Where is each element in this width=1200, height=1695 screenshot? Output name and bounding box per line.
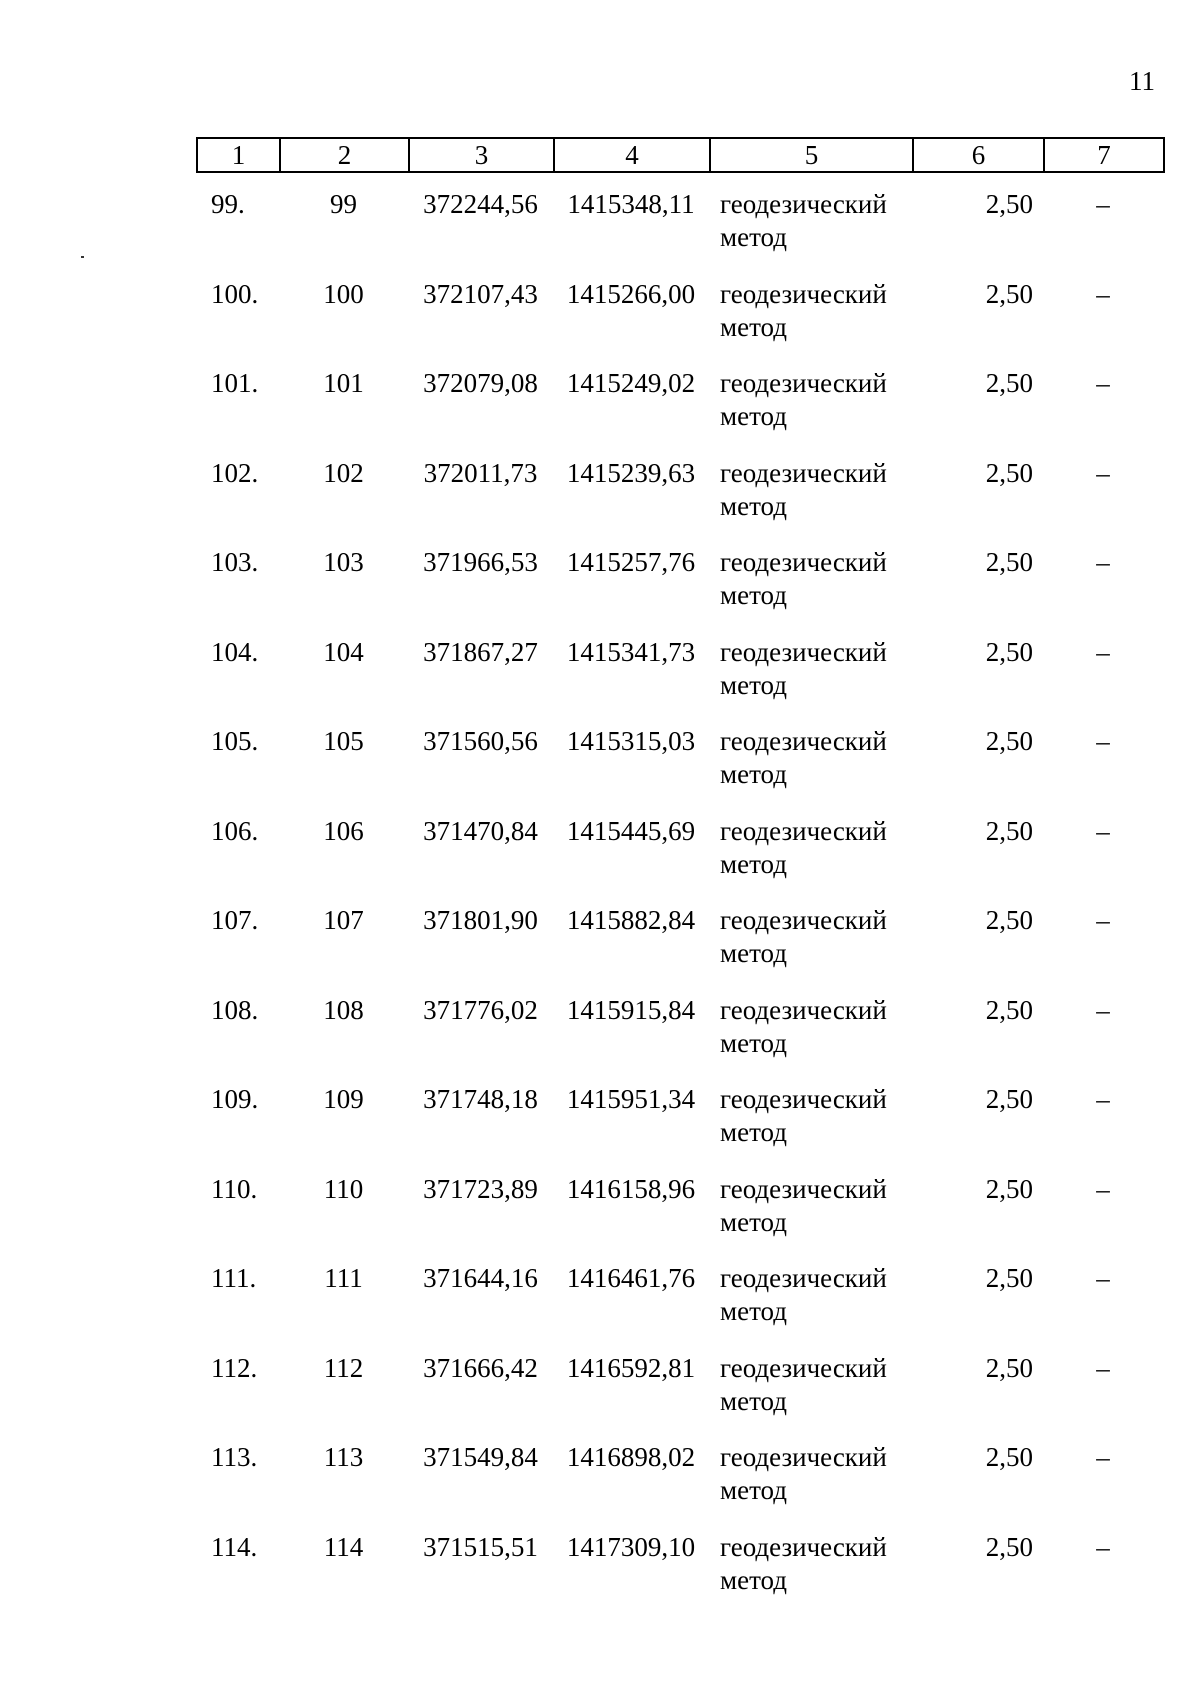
method-line-2: метод [720, 490, 787, 521]
point-number: 104 [323, 636, 364, 667]
note: – [1096, 1352, 1110, 1383]
accuracy: 2,50 [985, 1173, 1033, 1204]
coordinate-y: 1415315,03 [566, 726, 696, 756]
point-number: 105 [323, 726, 364, 756]
coordinate-x: 371515,51 [423, 1531, 538, 1562]
note: – [1096, 189, 1110, 219]
table-row [196, 546, 1163, 636]
page-number: 11 [1129, 66, 1155, 96]
coordinate-x: 372107,43 [423, 278, 538, 309]
table-row [196, 1441, 1163, 1531]
point-number: 101 [323, 368, 364, 398]
method [709, 815, 912, 905]
point-number: 100 [323, 278, 364, 309]
method-line-2: метод [720, 1296, 787, 1326]
accuracy: 2,50 [985, 189, 1033, 219]
header-row [197, 138, 1164, 172]
method-line-2: метод [720, 1206, 787, 1237]
table-row [196, 188, 1163, 278]
table-row [196, 636, 1163, 726]
note: – [1096, 368, 1110, 398]
table-row [196, 278, 1163, 368]
header-col-3: 3 [409, 138, 554, 172]
method [709, 1352, 912, 1442]
method-line-2: метод [720, 401, 787, 431]
table-row [196, 1083, 1163, 1173]
coordinate-x: 371666,42 [423, 1352, 538, 1383]
coordinate-x: 371723,89 [423, 1173, 538, 1204]
accuracy: 2,50 [985, 368, 1033, 398]
coordinate-y: 1416158,96 [566, 1173, 696, 1204]
point-number: 108 [323, 994, 364, 1025]
row-number: 99. [211, 189, 245, 219]
note: – [1096, 905, 1110, 935]
coordinate-y: 1415239,63 [566, 457, 696, 488]
coordinate-x: 372244,56 [423, 189, 538, 219]
method-line-1: геодезический [720, 994, 887, 1025]
table-row [196, 725, 1163, 815]
table-row [196, 904, 1163, 994]
header-col-4: 4 [554, 138, 710, 172]
coordinate-x: 371644,16 [423, 1263, 538, 1293]
method [709, 1531, 912, 1621]
table-row [196, 367, 1163, 457]
note: – [1096, 1531, 1110, 1562]
coordinate-y: 1416461,76 [566, 1263, 696, 1293]
accuracy: 2,50 [985, 1531, 1033, 1562]
method-line-1: геодезический [720, 815, 887, 846]
coordinate-y: 1415348,11 [567, 189, 695, 219]
table-row [196, 994, 1163, 1084]
note: – [1096, 457, 1110, 488]
row-number: 103. [211, 547, 259, 577]
coordinate-x: 371549,84 [423, 1442, 538, 1472]
method-line-2: метод [720, 1385, 787, 1416]
point-number: 111 [324, 1263, 363, 1293]
method-line-2: метод [720, 311, 787, 342]
note: – [1096, 278, 1110, 309]
method [709, 1441, 912, 1531]
method [709, 188, 912, 278]
method [709, 546, 912, 636]
method-line-1: геодезический [720, 726, 887, 756]
row-number: 100. [211, 278, 259, 309]
method-line-2: метод [720, 222, 787, 252]
method-line-1: геодезический [720, 905, 887, 935]
row-number: 104. [211, 636, 259, 667]
coordinate-y: 1417309,10 [566, 1531, 696, 1562]
method-line-1: геодезический [720, 1263, 887, 1293]
row-number: 102. [211, 457, 259, 488]
method-line-1: геодезический [720, 1352, 887, 1383]
table-row [196, 1531, 1163, 1621]
method [709, 278, 912, 368]
accuracy: 2,50 [985, 815, 1033, 846]
method-line-2: метод [720, 1564, 787, 1595]
method [709, 1083, 912, 1173]
coordinate-y: 1416898,02 [566, 1442, 696, 1472]
coordinate-y: 1416592,81 [566, 1352, 696, 1383]
row-number: 108. [211, 994, 259, 1025]
table-row [196, 1173, 1163, 1263]
method-line-2: метод [720, 669, 787, 700]
row-number: 109. [211, 1084, 259, 1114]
coordinate-x: 372011,73 [423, 457, 538, 488]
method-line-1: геодезический [720, 547, 887, 577]
row-number: 112. [211, 1352, 258, 1383]
coordinate-y: 1415257,76 [566, 547, 696, 577]
accuracy: 2,50 [985, 994, 1033, 1025]
column-number-header [196, 137, 1165, 173]
note: – [1096, 547, 1110, 577]
method [709, 636, 912, 726]
accuracy: 2,50 [985, 1263, 1033, 1293]
coordinate-x: 371748,18 [423, 1084, 538, 1114]
accuracy: 2,50 [985, 726, 1033, 756]
method-line-2: метод [720, 759, 787, 789]
method-line-1: геодезический [720, 189, 887, 219]
accuracy: 2,50 [985, 1084, 1033, 1114]
accuracy: 2,50 [985, 1442, 1033, 1472]
point-number: 99 [330, 189, 357, 219]
coordinates-table [196, 188, 1163, 1620]
method [709, 1262, 912, 1352]
note: – [1096, 815, 1110, 846]
method-line-2: метод [720, 1117, 787, 1147]
method-line-1: геодезический [720, 1084, 887, 1114]
method-line-2: метод [720, 938, 787, 968]
header-col-1: 1 [197, 138, 280, 172]
point-number: 109 [323, 1084, 364, 1114]
row-number: 113. [211, 1442, 258, 1472]
note: – [1096, 1173, 1110, 1204]
coordinate-x: 371470,84 [423, 815, 538, 846]
coordinate-y: 1415882,84 [566, 905, 696, 935]
row-number: 111. [211, 1263, 257, 1293]
table-row [196, 1352, 1163, 1442]
row-number: 101. [211, 368, 259, 398]
method [709, 367, 912, 457]
method-line-2: метод [720, 1027, 787, 1058]
method-line-1: геодезический [720, 636, 887, 667]
coordinate-x: 372079,08 [423, 368, 538, 398]
method-line-1: геодезический [720, 1442, 887, 1472]
accuracy: 2,50 [985, 636, 1033, 667]
method-line-2: метод [720, 1475, 787, 1505]
method-line-2: метод [720, 580, 787, 610]
coordinate-y: 1415266,00 [566, 278, 696, 309]
coordinate-y: 1415341,73 [566, 636, 696, 667]
coordinate-x: 371966,53 [423, 547, 538, 577]
point-number: 110 [323, 1173, 364, 1204]
header-col-5: 5 [710, 138, 913, 172]
header-col-2: 2 [280, 138, 409, 172]
coordinate-x: 371560,56 [423, 726, 538, 756]
point-number: 112 [323, 1352, 364, 1383]
point-number: 113 [323, 1442, 364, 1472]
coordinate-y: 1415951,34 [566, 1084, 696, 1114]
point-number: 106 [323, 815, 364, 846]
note: – [1096, 994, 1110, 1025]
method-line-1: геодезический [720, 368, 887, 398]
note: – [1096, 636, 1110, 667]
note: – [1096, 1442, 1110, 1472]
accuracy: 2,50 [985, 278, 1033, 309]
note: – [1096, 726, 1110, 756]
table-row [196, 815, 1163, 905]
table-body [196, 188, 1163, 1620]
header-col-7: 7 [1044, 138, 1164, 172]
stray-mark [81, 256, 84, 258]
point-number: 114 [323, 1531, 364, 1562]
note: – [1096, 1263, 1110, 1293]
method [709, 457, 912, 547]
coordinate-x: 371867,27 [423, 636, 538, 667]
header-col-6: 6 [913, 138, 1044, 172]
method-line-1: геодезический [720, 1531, 887, 1562]
method-line-1: геодезический [720, 278, 887, 309]
coordinate-x: 371801,90 [423, 905, 538, 935]
note: – [1096, 1084, 1110, 1114]
point-number: 103 [323, 547, 364, 577]
table-row [196, 457, 1163, 547]
method-line-1: геодезический [720, 457, 887, 488]
point-number: 102 [323, 457, 364, 488]
point-number: 107 [323, 905, 364, 935]
coordinate-y: 1415249,02 [566, 368, 696, 398]
coordinate-y: 1415445,69 [566, 815, 696, 846]
accuracy: 2,50 [985, 547, 1033, 577]
row-number: 110. [211, 1173, 258, 1204]
coordinate-x: 371776,02 [423, 994, 538, 1025]
method-line-1: геодезический [720, 1173, 887, 1204]
accuracy: 2,50 [985, 1352, 1033, 1383]
row-number: 107. [211, 905, 259, 935]
method [709, 904, 912, 994]
method-line-2: метод [720, 848, 787, 879]
method [709, 994, 912, 1084]
accuracy: 2,50 [985, 457, 1033, 488]
method [709, 1173, 912, 1263]
coordinate-y: 1415915,84 [566, 994, 696, 1025]
row-number: 114. [211, 1531, 258, 1562]
row-number: 105. [211, 726, 259, 756]
accuracy: 2,50 [985, 905, 1033, 935]
method [709, 725, 912, 815]
table-row [196, 1262, 1163, 1352]
row-number: 106. [211, 815, 259, 846]
